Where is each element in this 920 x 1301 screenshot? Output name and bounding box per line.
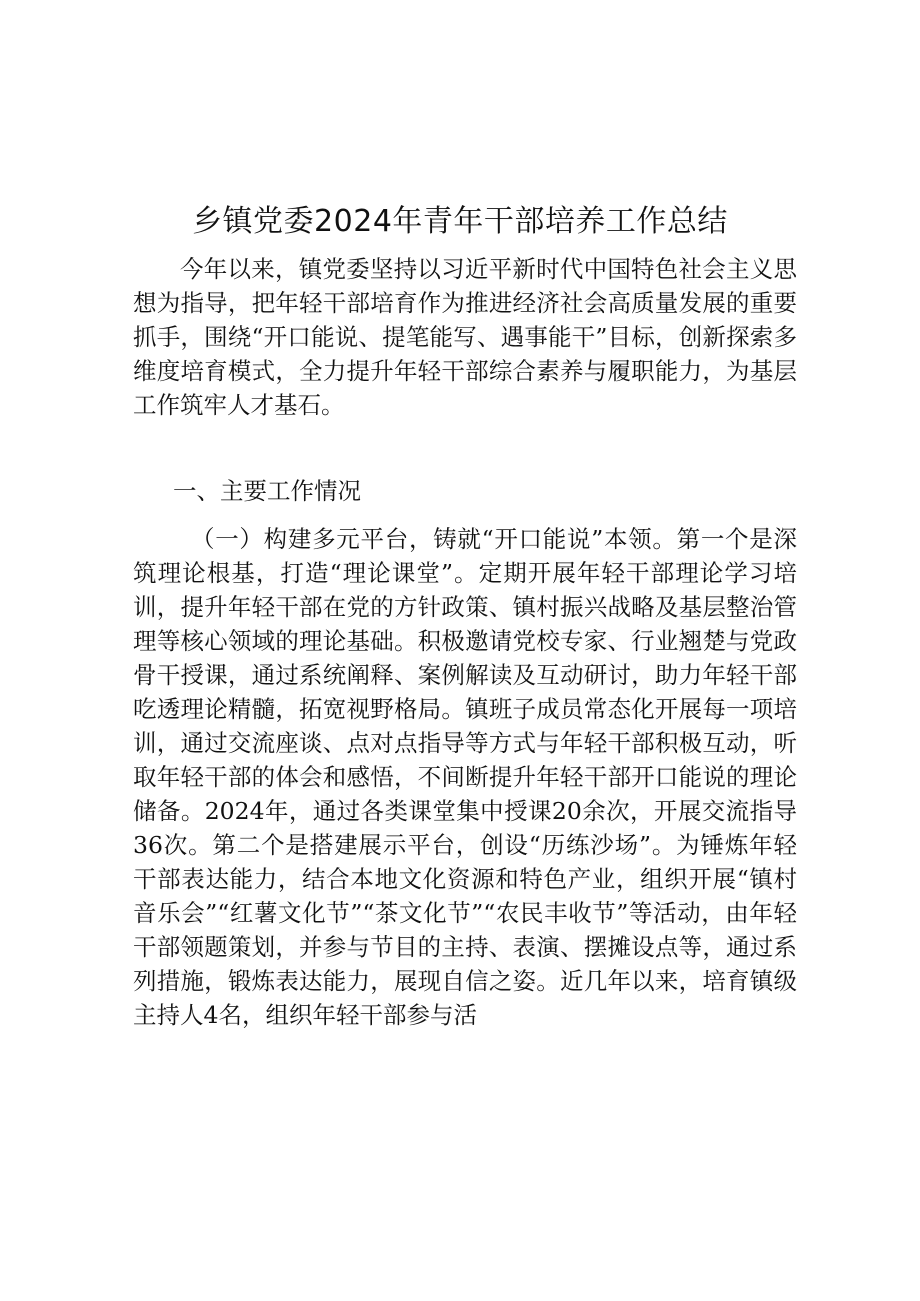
section-paragraph: （一）构建多元平台，铸就“开口能说”本领。第一个是深筑理论根基，打造“理论课堂”。定期开展年轻干部理论学习培训，提升年轻干部在党的方针政策、镇村振兴战略及基层整治管理等核心领域的理论基础。积极邀请党校专家、行业翘楚与党政骨干授课，通过系统阐释、案例解读及互动研讨，助力年轻干部吃透理论精髓，拓宽视野格局。镇班子成员常态化开展每一项培训，通过交流座谈、点对点指导等方式与年轻干部积极互动，听取年轻干部的体会和感悟，不间断提升年轻干部开口能说的理论储备。2024年，通过各类课堂集中授课20余次，开展交流指导36次。第二个是搭建展示平台，创设“历练沙场”。为锤炼年轻干部表达能力，结合本地文化资源和特色产业，组织开展“镇村音乐会”“红薯文化节”“茶文化节”“农民丰收节”等活动，由年轻干部领题策划，并参与节目的主持、表演、摆摊设点等，通过系列措施，锻炼表达能力，展现自信之姿。近几年以来，培育镇级主持人4名，组织年轻干部参与活	[133, 525, 797, 1029]
intro-paragraph: 今年以来，镇党委坚持以习近平新时代中国特色社会主义思想为指导，把年轻干部培育作为推进经济社会高质量发展的重要抓手，围绕“开口能说、提笔能写、遇事能干”目标，创新探索多维度培育模式，全力提升年轻干部综合素养与履职能力，为基层工作筑牢人才基石。	[133, 255, 797, 419]
section-heading: 一、主要工作情况	[173, 477, 361, 505]
document-title: 乡镇党委2024年青年干部培养工作总结	[192, 204, 728, 239]
